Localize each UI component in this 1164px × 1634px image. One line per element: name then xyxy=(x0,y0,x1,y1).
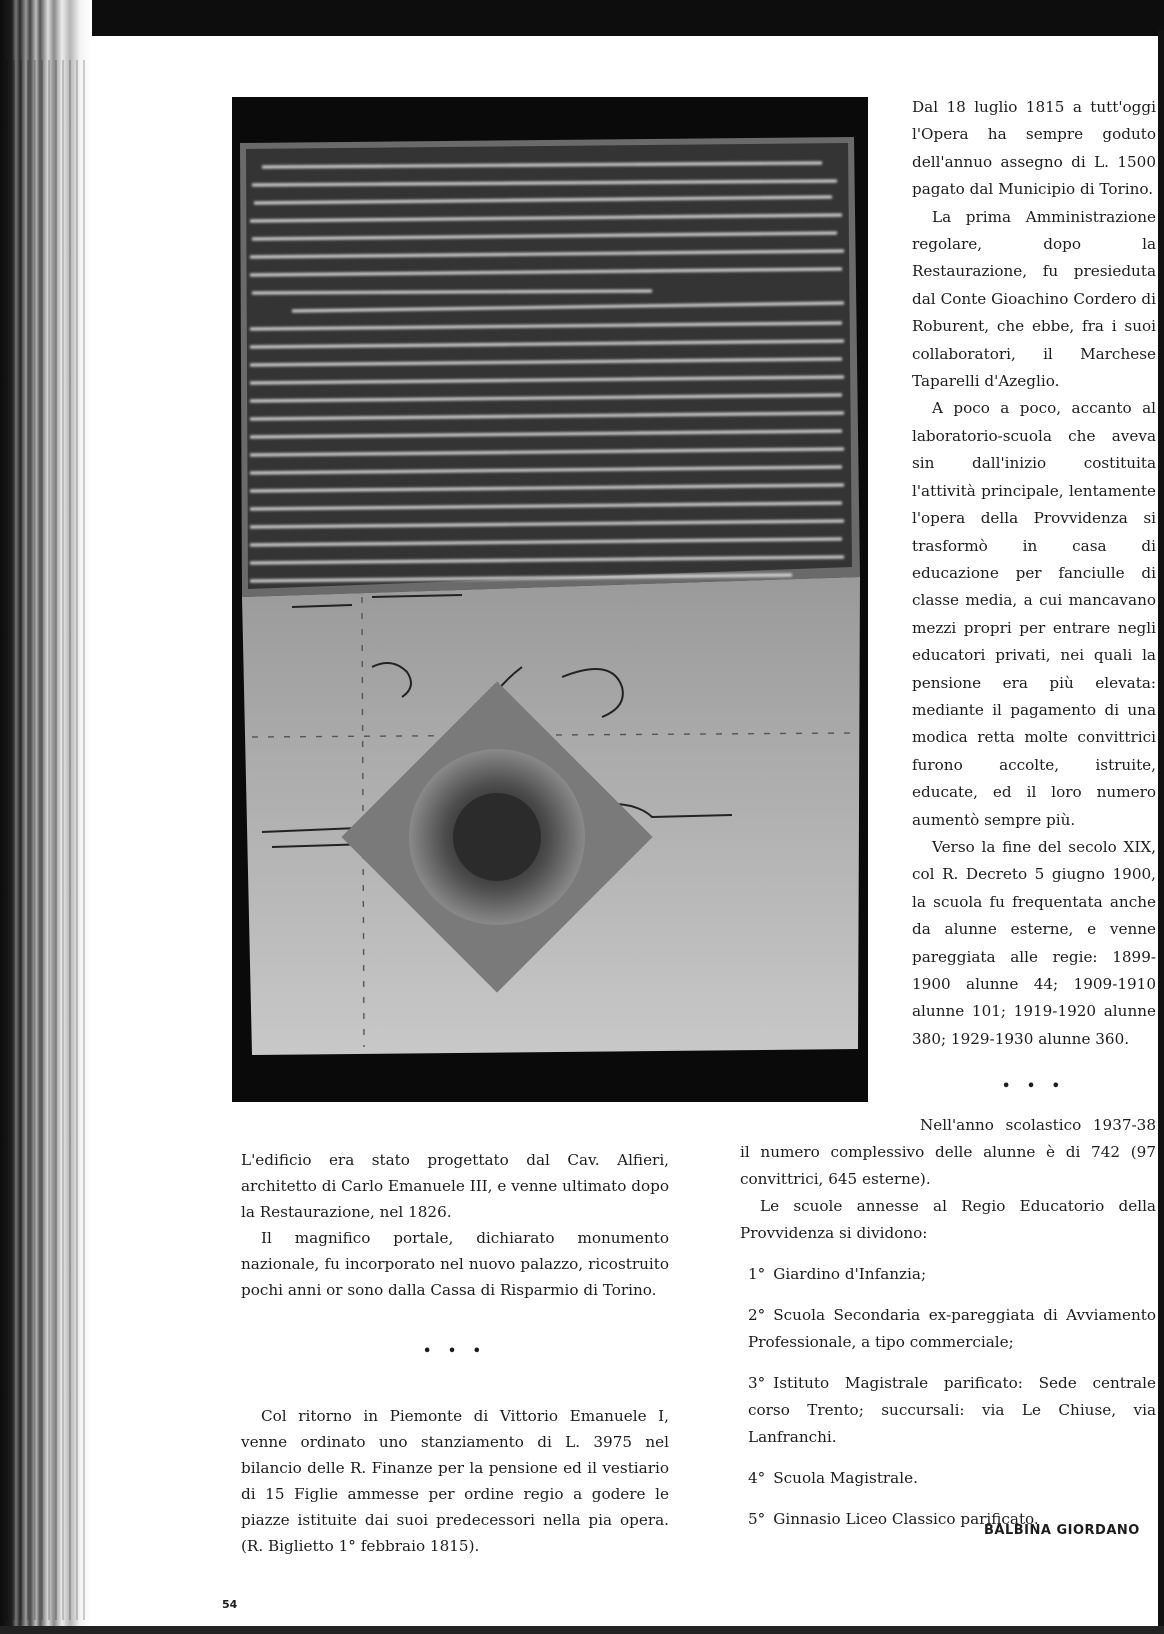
page-stack-edges xyxy=(6,60,86,1620)
list-item: 4° Scuola Magistrale. xyxy=(748,1469,918,1487)
paragraph: Il magnifico portale, dichiarato monumento nazionale, fu incorporato nel nuovo palazzo, ricostruito pochi anni or sono dalla Cassa di Risparmio di Torino. xyxy=(241,1229,669,1299)
scan-top-edge xyxy=(0,0,1164,36)
paragraph: A poco a poco, accanto al laboratorio-scuola che aveva sin dall'inizio costituita l'attività principale, lentamente l'opera della Provvidenza si trasformò in casa di educazione per fanciulle di classe media, a cui mancavano mezzi propri per entrare negli educatori privati, nei quali la pensione era più elevata: mediante il pagamento di una modica retta molte convittrici furono accolte, istruite, educate, ed il loro numero aumentò sempre più. xyxy=(912,399,1156,829)
author-name: BALBINA GIORDANO xyxy=(984,1523,1140,1538)
page-number: 54 xyxy=(222,1598,238,1611)
paragraph: L'edificio era stato progettato dal Cav. Alfieri, architetto di Carlo Emanuele III, e venne ultimato dopo la Restaurazione, nel 1826. xyxy=(241,1151,669,1221)
list-item: 1° Giardino d'Infanzia; xyxy=(748,1265,927,1283)
scan-bottom-edge xyxy=(0,1626,1164,1634)
manuscript-photo xyxy=(232,97,868,1102)
paragraph: Le scuole annesse al Regio Educatorio della Provvidenza si dividono: xyxy=(740,1197,1156,1242)
paragraph: Nell'anno scolastico 1937-38 il numero complessivo delle alunne è di 742 (97 convittrici, 645 esterne). xyxy=(740,1116,1156,1188)
list-item: 5° Ginnasio Liceo Classico parificato. xyxy=(748,1510,1039,1528)
manuscript-image xyxy=(232,97,868,1102)
section-separator: • • • xyxy=(1002,1079,1066,1095)
paragraph: Verso la fine del secolo XIX, col R. Decreto 5 giugno 1900, la scuola fu frequentata anche da alunne esterne, e venne pareggiata alle regie: 1899-1900 alunne 44; 1909-1910 alunne 101; 1919-1920 alunne 380; 1929-1930 alunne 360. xyxy=(912,837,1156,1048)
list-item: 3° Istituto Magistrale parificato: Sede centrale corso Trento; succursali: via Le Chiuse, via Lanfranchi. xyxy=(748,1374,1156,1446)
paragraph: La prima Amministrazione regolare, dopo la Restaurazione, fu presieduta dal Conte Gioachino Cordero di Roburent, che ebbe, fra i suoi collaboratori, il Marchese Taparelli d'Azeglio. xyxy=(912,207,1156,391)
paragraph: Dal 18 luglio 1815 a tutt'oggi l'Opera ha sempre goduto dell'annuo assegno di L. 1500 pagato dal Municipio di Torino. xyxy=(912,98,1156,199)
bottom-right-text xyxy=(740,1112,1156,1533)
left-text-column xyxy=(241,1147,669,1559)
right-text-column xyxy=(912,94,1156,1101)
scan-right-edge xyxy=(1158,30,1164,1634)
list-item: 2° Scuola Secondaria ex-pareggiata di Avviamento Professionale, a tipo commerciale; xyxy=(748,1306,1156,1351)
paragraph: Col ritorno in Piemonte di Vittorio Emanuele I, venne ordinato uno stanziamento di L. 3975 nel bilancio delle R. Finanze per la pensione ed il vestiario di 15 Figlie ammesse per ordine regio a godere le piazze istituite dai suoi predecessori nella pia opera. (R. Biglietto 1° febbraio 1815). xyxy=(241,1407,669,1555)
section-separator: • • • xyxy=(423,1344,487,1359)
